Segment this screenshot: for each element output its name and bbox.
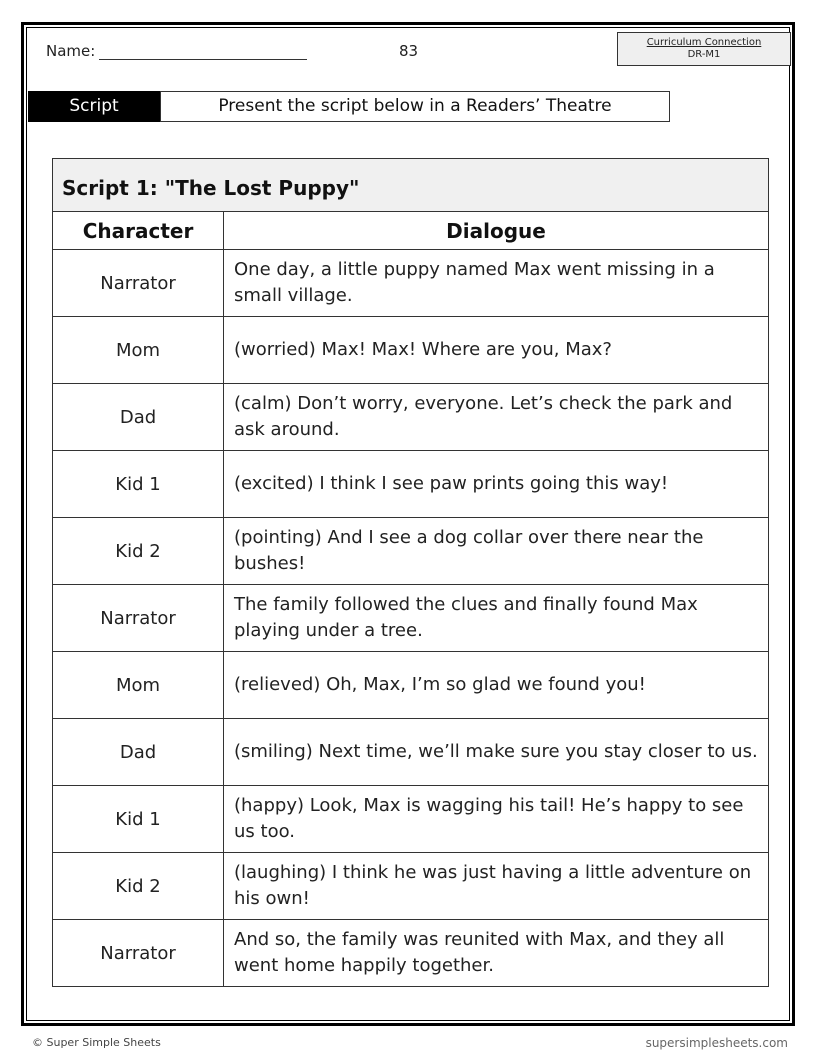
dialogue-cell: One day, a little puppy named Max went missing in a small village. <box>224 250 769 317</box>
script-title: Script 1: "The Lost Puppy" <box>53 159 769 212</box>
dialogue-cell: (laughing) I think he was just having a little adventure on his own! <box>224 853 769 920</box>
column-header-character: Character <box>53 212 224 250</box>
section-tag: Script <box>28 91 160 122</box>
dialogue-cell: (smiling) Next time, we’ll make sure you stay closer to us. <box>224 719 769 786</box>
table-row <box>53 518 769 585</box>
name-field[interactable] <box>46 42 307 60</box>
character-cell: Kid 2 <box>53 518 224 585</box>
character-cell: Kid 1 <box>53 786 224 853</box>
character-cell: Kid 2 <box>53 853 224 920</box>
table-row <box>53 250 769 317</box>
table-row <box>53 585 769 652</box>
table-row <box>53 451 769 518</box>
curriculum-connection-title: Curriculum Connection <box>646 37 762 48</box>
table-row <box>53 317 769 384</box>
footer-copyright: © Super Simple Sheets <box>32 1036 161 1049</box>
dialogue-cell: (pointing) And I see a dog collar over there near the bushes! <box>224 518 769 585</box>
table-row <box>53 652 769 719</box>
character-cell: Kid 1 <box>53 451 224 518</box>
dialogue-cell: (calm) Don’t worry, everyone. Let’s check the park and ask around. <box>224 384 769 451</box>
name-blank-line[interactable] <box>99 45 307 60</box>
dialogue-cell: (happy) Look, Max is wagging his tail! He’s happy to see us too. <box>224 786 769 853</box>
table-row <box>53 920 769 987</box>
dialogue-cell: And so, the family was reunited with Max, and they all went home happily together. <box>224 920 769 987</box>
page-number: 83 <box>399 42 419 60</box>
table-row <box>53 719 769 786</box>
character-cell: Dad <box>53 384 224 451</box>
table-row <box>53 786 769 853</box>
curriculum-connection-box <box>617 32 791 66</box>
column-header-row <box>53 212 769 250</box>
dialogue-cell: (worried) Max! Max! Where are you, Max? <box>224 317 769 384</box>
character-cell: Mom <box>53 652 224 719</box>
curriculum-connection-code: DR-M1 <box>687 49 721 60</box>
character-cell: Narrator <box>53 250 224 317</box>
character-cell: Narrator <box>53 585 224 652</box>
dialogue-cell: The family followed the clues and finally found Max playing under a tree. <box>224 585 769 652</box>
dialogue-cell: (relieved) Oh, Max, I’m so glad we found you! <box>224 652 769 719</box>
column-header-dialogue: Dialogue <box>224 212 769 250</box>
character-cell: Narrator <box>53 920 224 987</box>
dialogue-cell: (excited) I think I see paw prints going this way! <box>224 451 769 518</box>
table-row <box>53 384 769 451</box>
script-title-row <box>53 159 769 212</box>
name-label: Name: <box>46 42 96 60</box>
character-cell: Mom <box>53 317 224 384</box>
footer-website[interactable]: supersimplesheets.com <box>645 1036 788 1050</box>
character-cell: Dad <box>53 719 224 786</box>
script-table <box>52 158 769 987</box>
table-row <box>53 853 769 920</box>
section-instruction: Present the script below in a Readers’ Theatre <box>160 91 670 122</box>
